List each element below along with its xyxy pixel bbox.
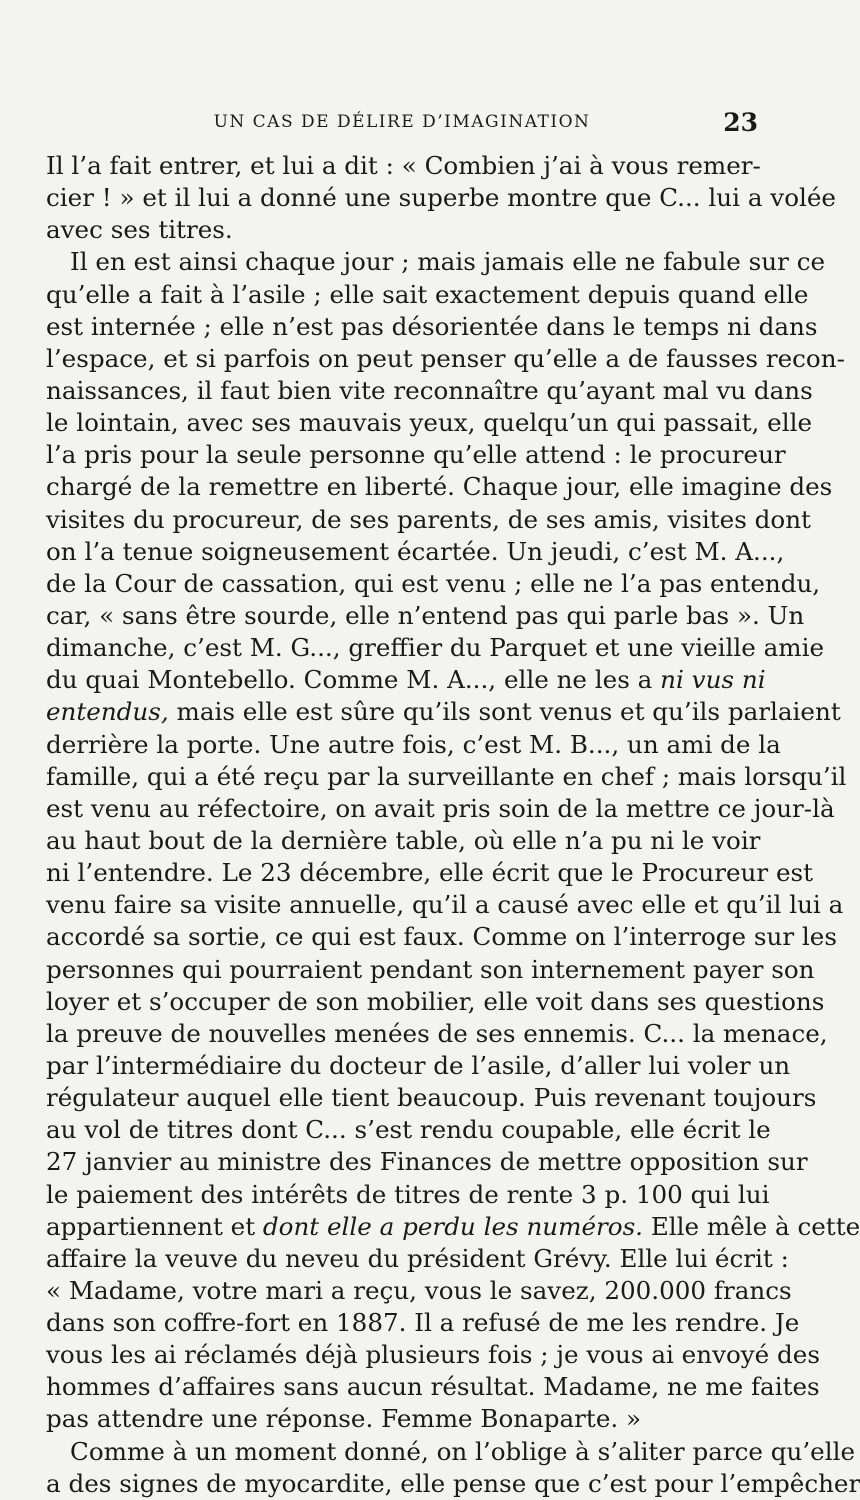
text-segment: famille, qui a été reçu par la surveillante en chef ; mais lorsqu’il <box>46 761 847 791</box>
text-line <box>46 279 809 311</box>
text-segment: est internée ; elle n’est pas désorientée dans le temps ni dans <box>46 311 818 341</box>
text-line <box>46 1211 860 1243</box>
text-segment: l’espace, et si parfois on peut penser qu’elle a de fausses recon- <box>46 343 845 373</box>
text-line <box>46 407 812 439</box>
text-line <box>46 1307 800 1339</box>
text-segment: affaire la veuve du neveu du président Grévy. Elle lui écrit : <box>46 1243 789 1273</box>
text-segment: du quai Montebello. Comme M. A..., elle ne les a <box>46 665 661 695</box>
text-segment: vous les ai réclamés déjà plusieurs fois ; je vous ai envoyé des <box>46 1340 820 1370</box>
text-line <box>46 311 818 343</box>
text-line <box>46 664 766 696</box>
text-line <box>46 1179 770 1211</box>
running-header <box>46 108 758 138</box>
text-line <box>46 986 825 1018</box>
italic-text: ni vus ni <box>660 665 766 695</box>
text-line <box>46 1468 860 1500</box>
text-line <box>46 761 847 793</box>
text-line <box>46 1436 855 1468</box>
text-segment: le lointain, avec ses mauvais yeux, quelqu’un qui passait, elle <box>46 408 812 438</box>
text-line <box>46 696 841 728</box>
italic-text: entendus, <box>46 697 169 727</box>
text-segment: chargé de la remettre en liberté. Chaque jour, elle imagine des <box>46 472 833 502</box>
text-line <box>46 439 786 471</box>
text-segment: appartiennent et <box>46 1211 263 1241</box>
text-segment: car, « sans être sourde, elle n’entend pas qui parle bas ». Un <box>46 600 805 630</box>
text-segment: 27 janvier au ministre des Finances de mettre opposition sur <box>46 1147 808 1177</box>
text-line <box>46 1050 791 1082</box>
text-segment: on l’a tenue soigneusement écartée. Un jeudi, c’est M. A..., <box>46 536 785 566</box>
text-line <box>46 1082 817 1114</box>
text-line <box>46 343 845 375</box>
text-line <box>46 182 836 214</box>
text-line <box>46 729 781 761</box>
text-segment: Il l’a fait entrer, et lui a dit : « Combien j’ai à vous remer- <box>46 151 761 180</box>
body-text <box>46 150 860 1500</box>
text-segment: dimanche, c’est M. G..., greffier du Parquet et une vieille amie <box>46 633 824 663</box>
text-segment: au vol de titres dont C... s’est rendu coupable, elle écrit le <box>46 1115 771 1145</box>
text-line <box>46 246 826 278</box>
text-line <box>46 214 758 246</box>
text-segment: Comme à un moment donné, on l’oblige à s’aliter parce qu’elle <box>70 1436 855 1466</box>
text-segment: personnes qui pourraient pendant son internement payer son <box>46 954 815 984</box>
text-segment: ni l’entendre. Le 23 décembre, elle écrit que le Procureur est <box>46 858 814 888</box>
text-segment: venu faire sa visite annuelle, qu’il a causé avec elle et qu’il lui a <box>46 890 844 920</box>
text-segment: loyer et s’occuper de son mobilier, elle voit dans ses questions <box>46 986 825 1016</box>
text-segment: par l’intermédiaire du docteur de l’asile, d’aller lui voler un <box>46 1050 791 1080</box>
text-segment: « Madame, votre mari a reçu, vous le savez, 200.000 francs <box>46 1275 792 1305</box>
text-segment: hommes d’affaires sans aucun résultat. Madame, ne me faites <box>46 1372 820 1402</box>
text-line <box>46 1371 820 1403</box>
text-line <box>46 1243 789 1275</box>
text-segment: pas attendre une réponse. Femme Bonaparte. » <box>46 1404 642 1434</box>
text-segment: visites du procureur, de ses parents, de ses amis, visites dont <box>46 504 811 534</box>
text-segment: régulateur auquel elle tient beaucoup. Puis revenant toujours <box>46 1083 817 1113</box>
text-line <box>46 1339 820 1371</box>
text-line <box>46 825 761 857</box>
text-segment: derrière la porte. Une autre fois, c’est M. B..., un ami de la <box>46 729 781 759</box>
text-segment: a des signes de myocardite, elle pense que c’est pour l’empêcher <box>46 1468 860 1498</box>
text-segment: le paiement des intérêts de titres de rente 3 p. 100 qui lui <box>46 1179 770 1209</box>
text-segment: Il en est ainsi chaque jour ; mais jamais elle ne fabule sur ce <box>70 247 826 277</box>
text-segment: de la Cour de cassation, qui est venu ; elle ne l’a pas entendu, <box>46 568 821 598</box>
text-line <box>46 954 815 986</box>
text-segment: Elle mêle à cette <box>643 1211 860 1241</box>
running-title: UN CAS DE DÉLIRE D’IMAGINATION <box>213 112 591 132</box>
text-segment: au haut bout de la dernière table, où elle n’a pu ni le voir <box>46 825 761 855</box>
text-segment: avec ses titres. <box>46 215 233 245</box>
text-line <box>46 536 785 568</box>
text-segment: naissances, il faut bien vite reconnaître qu’ayant mal vu dans <box>46 375 813 405</box>
text-line <box>46 793 835 825</box>
text-segment: cier ! » et il lui a donné une superbe montre que C... lui a volée <box>46 183 836 213</box>
text-segment: l’a pris pour la seule personne qu’elle attend : le procureur <box>46 440 786 470</box>
text-line <box>46 632 824 664</box>
text-line <box>46 375 813 407</box>
text-line <box>46 857 814 889</box>
text-line <box>46 471 833 503</box>
italic-text: dont elle a perdu les numéros. <box>262 1211 644 1241</box>
text-line <box>46 568 821 600</box>
text-segment: mais elle est sûre qu’ils sont venus et qu’ils parlaient <box>168 697 841 727</box>
text-segment: dans son coffre-fort en 1887. Il a refusé de me les rendre. Je <box>46 1308 800 1338</box>
text-segment: qu’elle a fait à l’asile ; elle sait exactement depuis quand elle <box>46 279 809 309</box>
text-segment: accordé sa sortie, ce qui est faux. Comme on l’interroge sur les <box>46 922 837 952</box>
text-line <box>46 1275 792 1307</box>
text-line <box>46 1146 808 1178</box>
text-line <box>46 889 844 921</box>
text-line <box>46 1114 771 1146</box>
text-line <box>46 1018 828 1050</box>
page-number: 23 <box>723 108 758 137</box>
text-segment: est venu au réfectoire, on avait pris soin de la mettre ce jour-là <box>46 793 835 823</box>
text-line <box>46 1403 758 1435</box>
text-line <box>46 504 811 536</box>
text-line <box>46 150 761 182</box>
text-segment: la preuve de nouvelles menées de ses ennemis. C... la menace, <box>46 1018 828 1048</box>
text-line <box>46 921 837 953</box>
text-line <box>46 600 805 632</box>
